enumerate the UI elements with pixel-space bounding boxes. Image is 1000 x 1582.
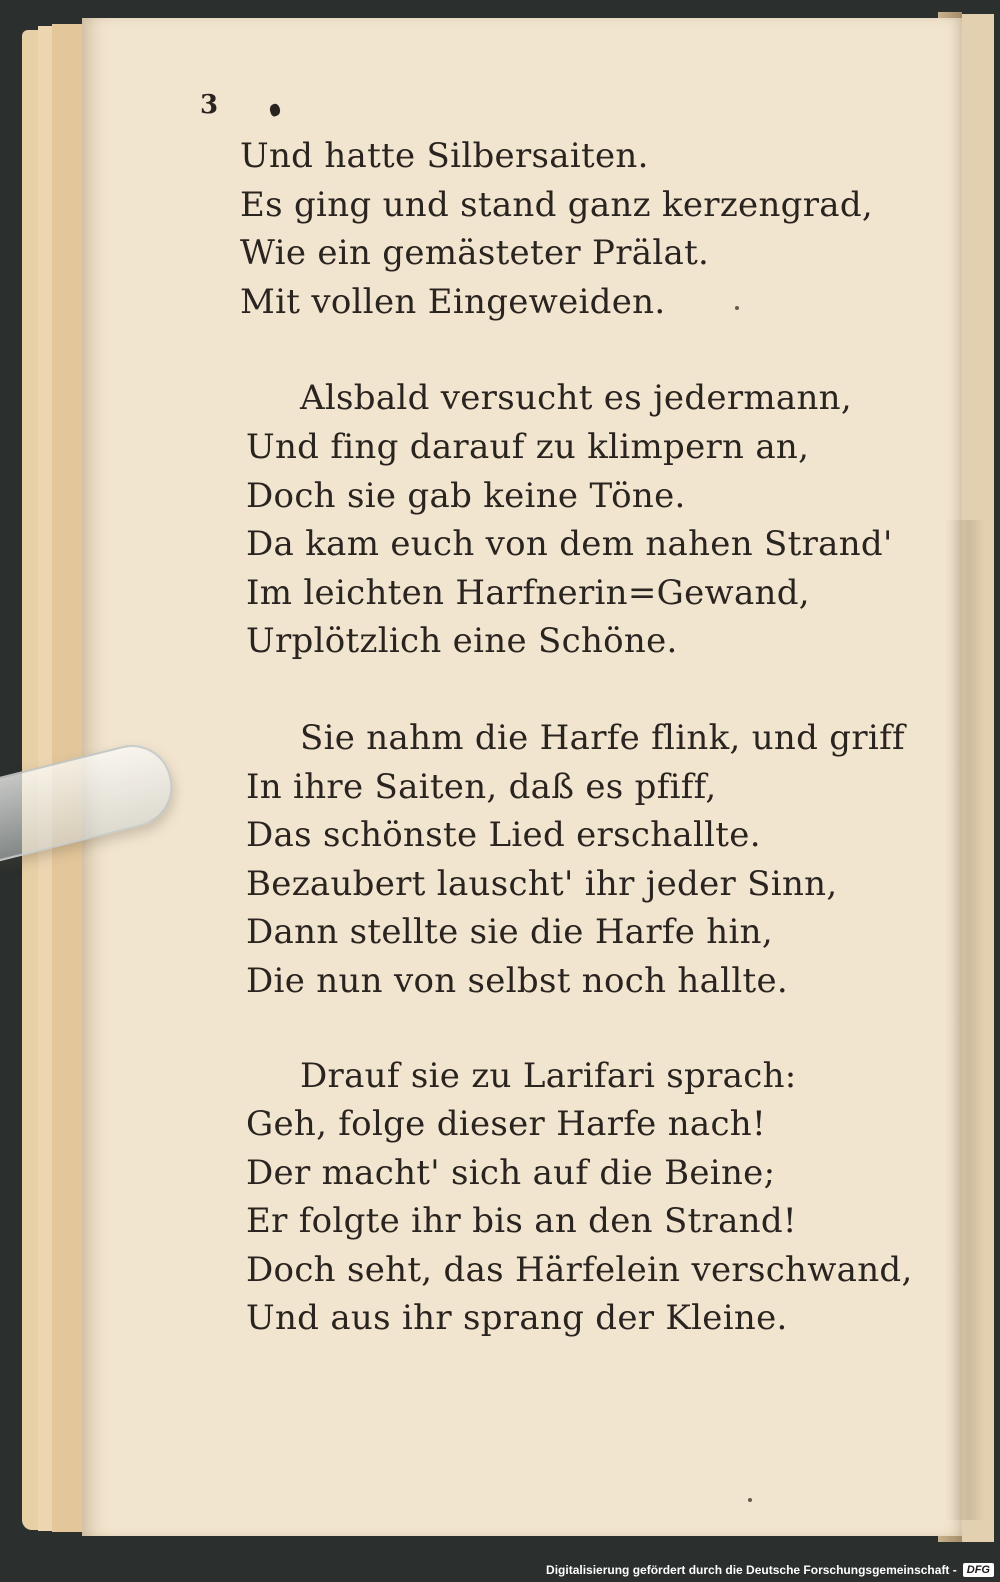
verse-line: Und fing darauf zu klimpern an, xyxy=(246,426,810,467)
stanza-3 xyxy=(240,714,905,1006)
dfg-logo: DFG xyxy=(963,1563,994,1577)
verse-line: In ihre Saiten, daß es pfiff, xyxy=(246,766,717,807)
verse-line: Geh, folge dieser Harfe nach! xyxy=(246,1104,766,1145)
stanza-1 xyxy=(240,132,880,326)
ink-speck xyxy=(748,1498,752,1502)
verse-line: Alsbald versucht es jedermann, xyxy=(300,378,852,419)
verse-line: Da kam euch von dem nahen Strand' xyxy=(246,524,893,565)
credit-text: Digitalisierung gefördert durch die Deutsche Forschungsgemeinschaft - xyxy=(546,1563,957,1577)
verse-line: Sie nahm die Harfe flink, und griff xyxy=(300,717,905,758)
poem-text xyxy=(240,132,913,1391)
page-curl-shadow xyxy=(945,520,985,1520)
verse-line: Wie ein gemästeter Prälat. xyxy=(240,233,710,274)
verse-line: Und aus ihr sprang der Kleine. xyxy=(246,1298,788,1339)
verse-line: Er folgte ihr bis an den Strand! xyxy=(246,1201,797,1242)
verse-line: Die nun von selbst noch hallte. xyxy=(246,960,788,1001)
ink-speck xyxy=(735,306,739,310)
verse-line: Mit vollen Eingeweiden. xyxy=(240,281,666,322)
verse-line: Es ging und stand ganz kerzengrad, xyxy=(240,184,874,225)
verse-line: Im leichten Harfnerin=Gewand, xyxy=(246,572,810,613)
digitization-credit xyxy=(546,1560,994,1580)
verse-line: Dann stellte sie die Harfe hin, xyxy=(246,912,773,953)
verse-line: Doch sie gab keine Töne. xyxy=(246,475,686,516)
verse-line: Doch seht, das Härfelein verschwand, xyxy=(246,1249,913,1290)
verse-line: Der macht' sich auf die Beine; xyxy=(246,1152,776,1193)
stanza-4 xyxy=(240,1052,913,1344)
verse-line: Urplötzlich eine Schöne. xyxy=(246,621,678,662)
stanza-2 xyxy=(240,374,893,666)
verse-line: Das schönste Lied erschallte. xyxy=(246,815,761,856)
verse-line: Bezaubert lauscht' ihr jeder Sinn, xyxy=(246,863,838,904)
verse-line: Drauf sie zu Larifari sprach: xyxy=(300,1055,797,1096)
page-number: 3 xyxy=(200,90,219,120)
verse-line: Und hatte Silbersaiten. xyxy=(240,136,649,176)
